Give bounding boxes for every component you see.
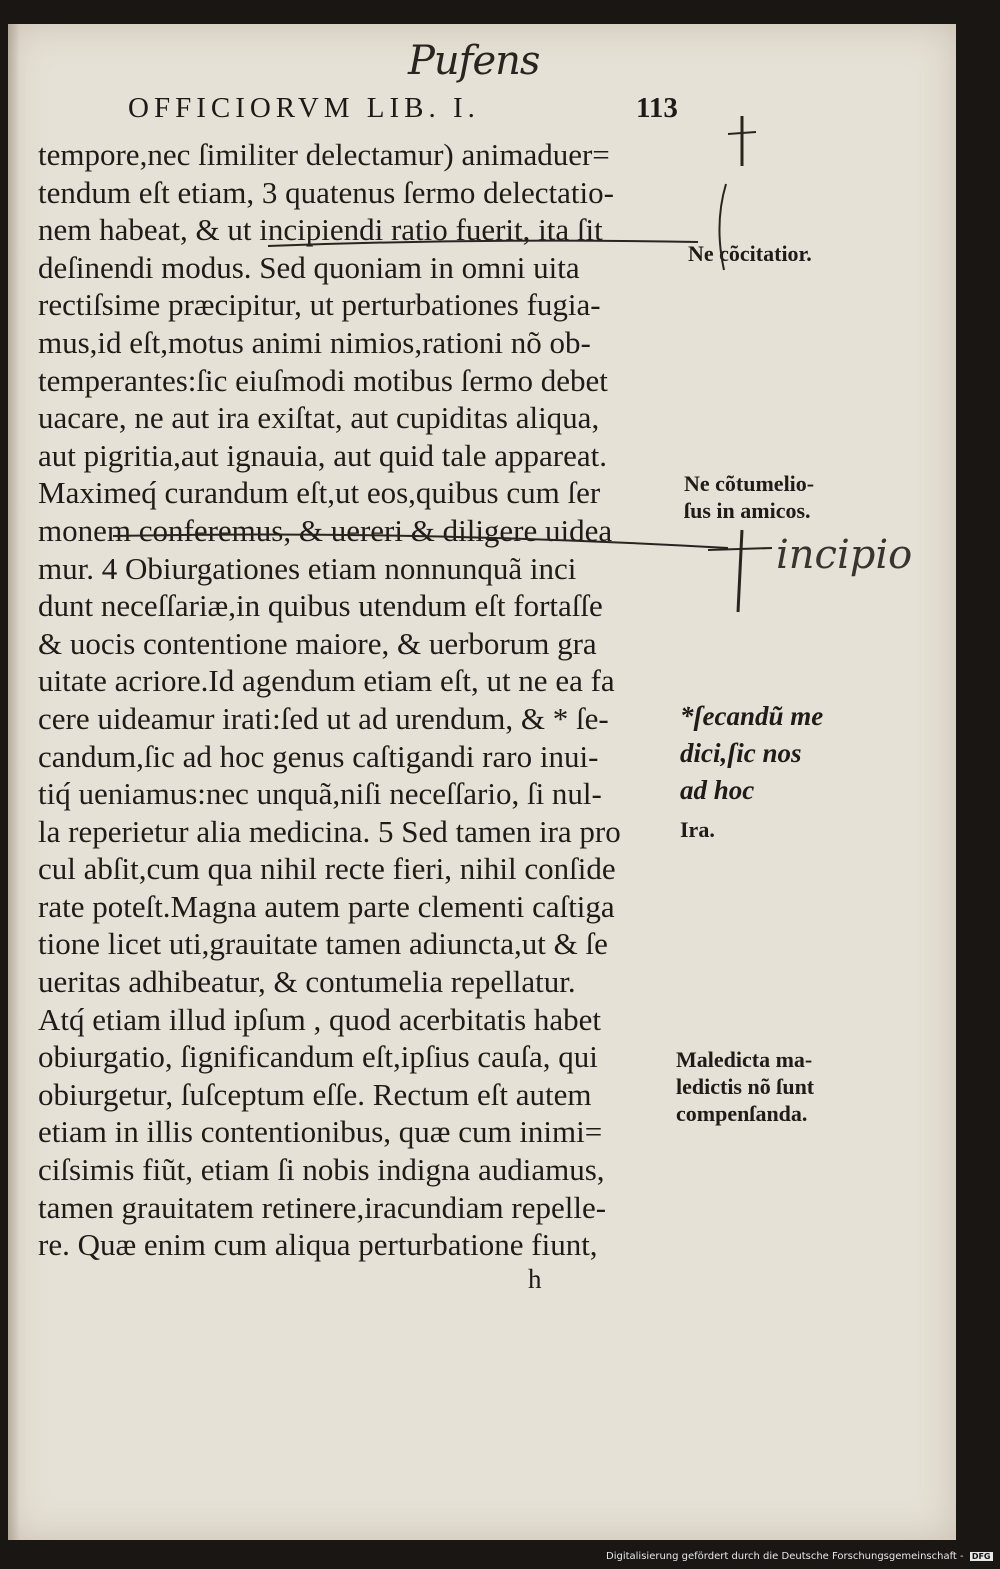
text-line: cere uideamur irati:ſed ut ad urendum, & * ſe- (38, 700, 609, 736)
text-line: la reperietur alia medicina. 5 Sed tamen ira pro (38, 813, 621, 849)
text-line: rectiſsime præcipitur, ut perturbationes fugia- (38, 287, 601, 323)
marginal-note-line: Maledicta ma- (676, 1047, 813, 1072)
margin-line-mark (728, 132, 756, 134)
text-line: tiq́ ueniamus:nec unquã,niſi neceſſario, ſi nul- (38, 776, 602, 812)
text-line: aut pigritia,aut ignauia, aut quid tale appareat. (38, 437, 607, 473)
text-line: monem conferemus, & uereri & diligere uidea (38, 512, 613, 548)
text-line: ueritas adhibeatur, & contumelia repellatur. (38, 964, 576, 1000)
text-line: ciſsimis fiũt, etiam ſi nobis indigna audiamus, (38, 1152, 605, 1188)
text-line: dunt neceſſariæ,in quibus utendum eſt fortaſſe (38, 588, 603, 624)
text-line: re. Quæ enim cum aliqua perturbatione fiunt, (38, 1227, 598, 1263)
margin-cross-mark (738, 530, 742, 612)
text-line: nem habeat, & ut incipiendi ratio fuerit, ita ſit (38, 212, 603, 248)
folio-number: 113 (636, 92, 678, 124)
marginal-note-line: Ira. (680, 817, 715, 842)
text-line: tempore,nec ſimiliter delectamur) animaduer= (38, 137, 610, 172)
text-line: & uocis contentione maiore, & uerborum gra (38, 625, 597, 661)
text-line: tamen grauitatem retinere,iracundiam repelle- (38, 1189, 607, 1225)
dfg-logo: DFG (971, 1552, 991, 1561)
digitization-credit (606, 1551, 996, 1562)
text-line: uitate acriore.Id agendum etiam eſt, ut ne ea fa (38, 663, 615, 699)
marginal-note-line: ad hoc (680, 775, 755, 805)
text-line: obiurgetur, ſuſceptum eſſe. Rectum eſt autem (38, 1076, 592, 1112)
running-head-title: OFFICIORVM LIB. I. (128, 92, 480, 124)
text-line: Atq́ etiam illud ipſum , quod acerbitatis habet (38, 1001, 602, 1037)
text-line: deſinendi modus. Sed quoniam in omni uita (38, 249, 580, 285)
marginal-note-line: *ſecandũ me (680, 701, 824, 731)
handwritten-heading: Pufens (408, 38, 540, 84)
handwritten-margin-note: incipio (776, 532, 913, 578)
text-line: temperantes:ſic eiuſmodi motibus ſermo debet (38, 362, 608, 398)
text-line: tendum eſt etiam, 3 quatenus ſermo delectatio- (38, 174, 614, 210)
text-line: Maximeq́ curandum eſt,ut eos,quibus cum ſer (38, 475, 601, 511)
text-line: candum,ſic ad hoc genus caſtigandi raro inui- (38, 738, 599, 774)
marginal-note-line: Ne cõcitatior. (688, 241, 812, 266)
catchword: h (528, 1264, 542, 1294)
text-line: tione licet uti,grauitate tamen adiuncta,ut & ſe (38, 926, 608, 962)
marginal-note-line: Ne cõtumelio- (684, 471, 815, 496)
ink-annotations (8, 24, 956, 1540)
marginal-note-line: dici,ſic nos (680, 738, 802, 768)
book-page (8, 24, 956, 1540)
credit-text: Digitalisierung gefördert durch die Deutsche Forschungsgemeinschaft - (606, 1551, 964, 1562)
underline-stroke (113, 535, 728, 549)
text-line: mus,id eſt,motus animi nimios,rationi nõ ob- (38, 324, 591, 360)
marginal-note-line: ledictis nõ ſunt (676, 1074, 815, 1099)
text-line: etiam in illis contentionibus, quæ cum inimi= (38, 1114, 603, 1150)
text-line: uacare, ne aut ira exiſtat, aut cupiditas aliqua, (38, 400, 600, 436)
text-line: cul abſit,cum qua nihil recte fieri, nihil conſide (38, 851, 616, 887)
underline-stroke (268, 241, 698, 246)
marginal-note-line: compenſanda. (676, 1101, 808, 1126)
text-line: mur. 4 Obiurgationes etiam nonnunquã inci (38, 550, 577, 586)
text-line: obiurgatio, ſignificandum eſt,ipſius cauſa, qui (38, 1039, 598, 1075)
text-line: rate poteſt.Magna autem parte clementi caſtiga (38, 888, 615, 924)
marginal-note-line: ſus in amicos. (684, 498, 811, 523)
margin-bracket-mark (719, 184, 726, 270)
